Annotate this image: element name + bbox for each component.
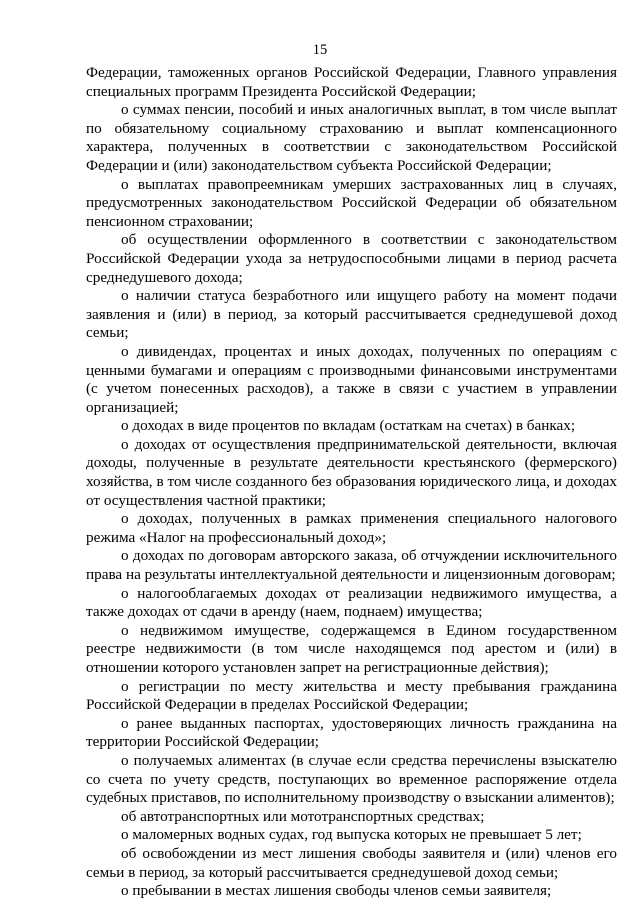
document-body <box>86 64 617 901</box>
list-item: о получаемых алиментах (в случае если средства перечислены взыскателю со счета по учету средств, поступающих во временное распоряжение отдела судебных приставов, по исполнительному производству о взыскании алиментов); <box>86 751 617 807</box>
list-item: о ранее выданных паспортах, удостоверяющих личность гражданина на территории Российской Федерации; <box>86 714 617 751</box>
list-item: о доходах по договорам авторского заказа, об отчуждении исключительного права на результаты интеллектуальной деятельности и лицензионным договорам; <box>86 547 617 584</box>
list-item: о дивидендах, процентах и иных доходах, полученных по операциям с ценными бумагами и операциям с производными финансовыми инструментами (с учетом понесенных расходов), а также в связи с участием в управлении организацией; <box>86 342 617 416</box>
page-number: 15 <box>312 42 328 58</box>
list-item: о налогооблагаемых доходах от реализации недвижимого имущества, а также доходах от сдачи в аренду (наем, поднаем) имущества; <box>86 584 617 621</box>
list-item: о суммах пенсии, пособий и иных аналогичных выплат, в том числе выплат по обязательному социальному страхованию и выплат компенсационного характера, полученных в соответствии с законодательством Российской Федерации и (или) законодательством субъекта Российской Федерации; <box>86 101 617 174</box>
list-item: о выплатах правопреемникам умерших застрахованных лиц в случаях, предусмотренных законодательством Российской Федерации об обязательном пенсионном страховании; <box>86 175 617 230</box>
list-item: об автотранспортных или мототранспортных средствах; <box>121 807 485 825</box>
list-item: о пребывании в местах лишения свободы членов семьи заявителя; <box>121 882 552 900</box>
list-item: об освобождении из мест лишения свободы заявителя и (или) членов его семьи в период, за который рассчитывается среднедушевой доход семьи; <box>86 844 617 881</box>
list-item: о доходах, полученных в рамках применения специального налогового режима «Налог на профессиональный доход»; <box>86 510 617 546</box>
list-item: о недвижимом имуществе, содержащемся в Едином государственном реестре недвижимости (в том числе находящемся под арестом и (или) в отношении которого установлен запрет на регистрационные действия); <box>86 621 617 676</box>
list-item: о наличии статуса безработного или ищущего работу на момент подачи заявления и (или) в период, за который рассчитывается среднедушевой доход семьи; <box>86 287 617 342</box>
list-item: о регистрации по месту жительства и месту пребывания гражданина Российской Федерации в пределах Российской Федерации; <box>86 677 617 714</box>
list-item: об осуществлении оформленного в соответствии с законодательством Российской Федерации ухода за нетрудоспособными лицами в период расчета среднедушевого дохода; <box>86 231 617 286</box>
list-item: о доходах в виде процентов по вкладам (остаткам на счетах) в банках; <box>121 417 576 435</box>
list-item: о маломерных водных судах, год выпуска которых не превышает 5 лет; <box>121 826 582 844</box>
paragraph-continuation: Федерации, таможенных органов Российской Федерации, Главного управления специальных программ Президента Российской Федерации; <box>86 64 617 100</box>
list-item: о доходах от осуществления предпринимательской деятельности, включая доходы, полученные в результате деятельности крестьянского (фермерского) хозяйства, в том числе созданного без образования юридического лица, и доходах от осуществления частной практики; <box>86 435 617 509</box>
